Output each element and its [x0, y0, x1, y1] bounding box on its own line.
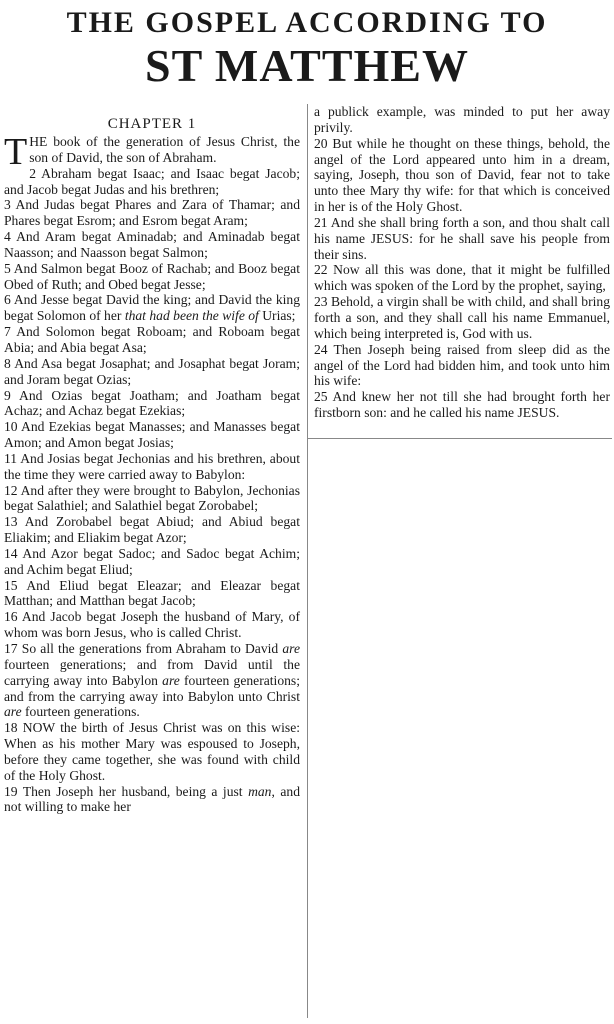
column-divider	[307, 104, 308, 1018]
verse: 24 Then Joseph being raised from sleep did as the angel of the Lord had bidden him, and took unto him his wife:	[314, 341, 610, 389]
verse: 16 And Jacob begat Joseph the husband of Mary, of whom was born Jesus, who is called Christ.	[4, 609, 300, 641]
verse-17-part: fourteen generations; and from the carrying away into Babylon unto Christ	[4, 672, 300, 704]
verse: 8 And Asa begat Josaphat; and Josaphat begat Joram; and Joram begat Ozias;	[4, 355, 300, 387]
end-of-chapter-rule	[308, 438, 612, 439]
verse: 20 But while he thought on these things, behold, the angel of the Lord appeared unto him in a dream, saying, Joseph, thou son of David, fear not to take unto thee Mary thy wife: for that which is conceived in her is of the Holy Ghost.	[314, 135, 610, 215]
verse: 13 And Zorobabel begat Abiud; and Abiud begat Eliakim; and Eliakim begat Azor;	[4, 514, 300, 546]
title-line-2: ST MATTHEW	[145, 40, 469, 91]
title-line-1: THE GOSPEL ACCORDING TO	[66, 6, 548, 39]
verse-19	[4, 784, 300, 816]
verse-17-part: fourteen generations.	[21, 704, 140, 720]
verse-1	[4, 131, 300, 173]
verse: 10 And Ezekias begat Manasses; and Manasses begat Amon; and Amon begat Josias;	[4, 419, 300, 451]
verse: 15 And Eliud begat Eleazar; and Eleazar begat Matthan; and Matthan begat Jacob;	[4, 577, 300, 609]
verse: 21 And she shall bring forth a son, and thou shalt call his name JESUS: for he shall save his people from their sins.	[314, 214, 610, 262]
verse: 14 And Azor begat Sadoc; and Sadoc begat Achim; and Achim begat Eliud;	[4, 545, 300, 577]
verse-6-part: 6 And Jesse begat David the king; and David the king begat Solomon of her	[4, 292, 300, 324]
verse: 4 And Aram begat Aminadab; and Aminadab begat Naasson; and Naasson begat Salmon;	[4, 229, 300, 260]
chapter-heading: CHAPTER 1	[107, 116, 197, 132]
verse: 12 And after they were brought to Babylon, Jechonias begat Salathiel; and Salathiel begat Zorobabel;	[4, 482, 300, 514]
verse: 22 Now all this was done, that it might be fulfilled which was spoken of the Lord by the prophet, saying,	[314, 262, 610, 294]
verse-17-italic: are	[4, 704, 22, 720]
verse-17-part: 17 So all the generations from Abraham to David	[4, 641, 283, 656]
verse-continuation: a publick example, was minded to put her away privily.	[314, 104, 610, 135]
right-column	[314, 104, 610, 421]
verse: 3 And Judas begat Phares and Zara of Thamar; and Phares begat Esrom; and Esrom begat Aram;	[4, 197, 300, 229]
verse-19-italic: man	[248, 783, 272, 799]
verse: 7 And Solomon begat Roboam; and Roboam begat Abia; and Abia begat Asa;	[4, 324, 300, 355]
verse-6-part: Urias;	[258, 308, 296, 324]
verse: 9 And Ozias begat Joatham; and Joatham begat Achaz; and Achaz begat Ezekias;	[4, 387, 300, 419]
verse-17-italic: are	[282, 641, 300, 656]
drop-cap: T	[4, 131, 28, 173]
left-column	[4, 116, 300, 815]
verse-17	[4, 641, 300, 720]
verse: 23 Behold, a virgin shall be with child, and shall bring forth a son, and they shall call his name Emmanuel, which being interpreted is, God with us.	[314, 294, 610, 341]
verse-17-italic: are	[162, 672, 180, 688]
verse-1-text: HE book of the generation of Jesus Christ, the son of David, the son of Abraham.	[29, 134, 300, 165]
verse-18: 18 NOW the birth of Jesus Christ was on this wise: When as his mother Mary was espoused to Joseph, before they came together, she was found with child of the Holy Ghost.	[4, 720, 300, 783]
verse: 5 And Salmon begat Booz of Rachab; and Booz begat Obed of Ruth; and Obed begat Jesse;	[4, 260, 300, 292]
verse-19-part: , and not willing to make her	[4, 783, 300, 815]
verse: 25 And knew her not till she had brought forth her firstborn son: and he called his name JESUS.	[314, 389, 610, 421]
verse-6-italic: that had been the wife of	[124, 308, 259, 324]
verse: 2 Abraham begat Isaac; and Isaac begat Jacob; and Jacob begat Judas and his brethren;	[4, 165, 300, 197]
verse-6	[4, 292, 300, 324]
verse-19-part: 19 Then Joseph her husband, being a just	[4, 783, 249, 799]
verse: 11 And Josias begat Jechonias and his brethren, about the time they were carried away to Babylon:	[4, 450, 300, 482]
verse-17-part: fourteen generations; and from David until the carrying away into Babylon	[4, 656, 300, 688]
